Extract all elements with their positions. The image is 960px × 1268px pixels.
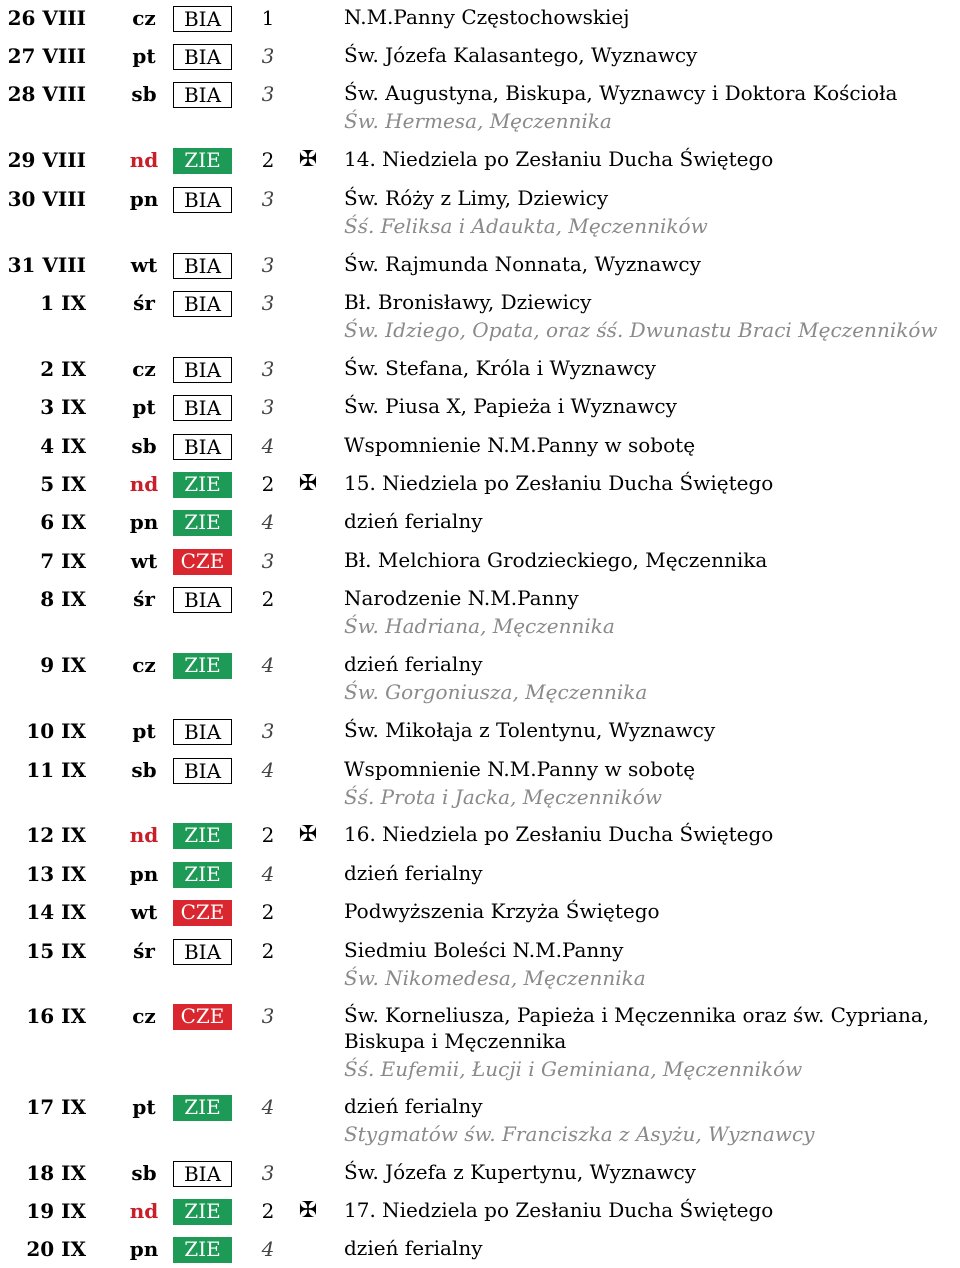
weekday-label: sb: [131, 82, 157, 106]
liturgical-color-badge: ZIE: [173, 823, 232, 849]
feast-title: dzień ferialny: [344, 652, 483, 676]
weekday-label: pn: [129, 862, 159, 886]
weekday-label: sb: [131, 758, 157, 782]
date-label: 19 IX: [26, 1199, 86, 1223]
feast-title: 17. Niedziela po Zesłaniu Ducha Świętego: [344, 1198, 774, 1222]
liturgical-color-badge: CZE: [173, 549, 232, 575]
calendar-row: [0, 651, 960, 717]
date-label: 4 IX: [40, 434, 86, 458]
feast-title: Św. Korneliusza, Papieża i Męczennika oraz św. Cypriana, Biskupa i Męczennika: [344, 1003, 930, 1053]
calendar-row: [0, 146, 960, 184]
liturgical-color-badge: BIA: [173, 44, 232, 70]
commemoration-text: Stygmatów św. Franciszka z Asyżu, Wyznawcy: [344, 1122, 815, 1146]
rank-number: 2: [261, 1199, 275, 1223]
weekday-label: sb: [131, 1161, 157, 1185]
liturgical-color-badge: BIA: [173, 758, 232, 784]
date-label: 12 IX: [26, 823, 86, 847]
liturgical-color-badge: ZIE: [173, 653, 232, 679]
rank-number: 4: [261, 434, 275, 458]
rank-number: 3: [261, 395, 275, 419]
calendar-row: [0, 1159, 960, 1197]
liturgical-color-badge: CZE: [173, 1004, 232, 1030]
date-label: 8 IX: [40, 587, 86, 611]
liturgical-color-badge: BIA: [173, 82, 232, 108]
date-label: 30 VIII: [7, 187, 86, 211]
date-label: 11 IX: [26, 758, 86, 782]
rank-number: 3: [261, 44, 275, 68]
rank-number: 2: [261, 148, 275, 172]
feast-title: Wspomnienie N.M.Panny w sobotę: [344, 757, 696, 781]
commemoration-text: Św. Nikomedesa, Męczennika: [344, 966, 646, 990]
date-label: 17 IX: [26, 1095, 86, 1119]
weekday-label: pt: [132, 44, 156, 68]
feast-title: Św. Stefana, Króla i Wyznawcy: [344, 356, 656, 380]
rank-number: 3: [261, 291, 275, 315]
calendar-row: [0, 1197, 960, 1235]
feast-title: Wspomnienie N.M.Panny w sobotę: [344, 433, 696, 457]
date-label: 28 VIII: [7, 82, 86, 106]
calendar-row: [0, 1235, 960, 1267]
calendar-row: [0, 547, 960, 585]
liturgical-color-badge: ZIE: [173, 510, 232, 536]
calendar-row: [0, 80, 960, 146]
liturgical-color-badge: BIA: [173, 587, 232, 613]
liturgical-color-badge: BIA: [173, 291, 232, 317]
feast-title: dzień ferialny: [344, 509, 483, 533]
calendar-row: [0, 898, 960, 936]
commemoration-text: Śś. Eufemii, Łucji i Geminiana, Męczenników: [344, 1057, 803, 1081]
calendar-row: [0, 355, 960, 393]
calendar-row: [0, 4, 960, 42]
date-label: 27 VIII: [7, 44, 86, 68]
date-label: 14 IX: [26, 900, 86, 924]
weekday-label: pt: [132, 395, 156, 419]
weekday-label: cz: [132, 653, 156, 677]
calendar-row: [0, 937, 960, 1003]
weekday-label: cz: [132, 1004, 156, 1028]
feast-title: 16. Niedziela po Zesłaniu Ducha Świętego: [344, 822, 774, 846]
liturgical-color-badge: BIA: [173, 187, 232, 213]
rank-number: 2: [261, 587, 275, 611]
calendar-row: [0, 508, 960, 546]
cross-icon: ✠: [298, 1198, 318, 1223]
liturgical-color-badge: ZIE: [173, 148, 232, 174]
liturgical-color-badge: BIA: [173, 6, 232, 32]
date-label: 20 IX: [26, 1237, 86, 1261]
rank-number: 3: [261, 719, 275, 743]
rank-number: 3: [261, 1004, 275, 1028]
date-label: 3 IX: [40, 395, 86, 419]
rank-number: 3: [261, 253, 275, 277]
feast-title: 14. Niedziela po Zesłaniu Ducha Świętego: [344, 147, 774, 171]
rank-number: 4: [261, 1095, 275, 1119]
liturgical-color-badge: BIA: [173, 357, 232, 383]
calendar-row: [0, 470, 960, 508]
weekday-label: nd: [129, 1199, 159, 1223]
liturgical-color-badge: BIA: [173, 719, 232, 745]
rank-number: 3: [261, 187, 275, 211]
date-label: 13 IX: [26, 862, 86, 886]
liturgical-color-badge: ZIE: [173, 1237, 232, 1263]
weekday-label: pn: [129, 1237, 159, 1261]
feast-title: Podwyższenia Krzyża Świętego: [344, 899, 660, 923]
calendar-row: [0, 1093, 960, 1159]
rank-number: 4: [261, 653, 275, 677]
feast-title: Św. Augustyna, Biskupa, Wyznawcy i Doktora Kościoła: [344, 81, 898, 105]
date-label: 15 IX: [26, 939, 86, 963]
liturgical-color-badge: CZE: [173, 900, 232, 926]
weekday-label: nd: [129, 823, 159, 847]
calendar-row: [0, 717, 960, 755]
rank-number: 4: [261, 510, 275, 534]
liturgical-color-badge: ZIE: [173, 1095, 232, 1121]
feast-title: 15. Niedziela po Zesłaniu Ducha Świętego: [344, 471, 774, 495]
rank-number: 3: [261, 549, 275, 573]
liturgical-color-badge: ZIE: [173, 862, 232, 888]
rank-number: 2: [261, 939, 275, 963]
date-label: 26 VIII: [7, 6, 86, 30]
weekday-label: nd: [129, 148, 159, 172]
commemoration-text: Śś. Prota i Jacka, Męczenników: [344, 785, 663, 809]
calendar-row: [0, 251, 960, 289]
liturgical-color-badge: BIA: [173, 434, 232, 460]
calendar-row: [0, 289, 960, 355]
date-label: 16 IX: [26, 1004, 86, 1028]
weekday-label: wt: [130, 549, 158, 573]
weekday-label: pt: [132, 1095, 156, 1119]
rank-number: 3: [261, 1161, 275, 1185]
date-label: 18 IX: [26, 1161, 86, 1185]
feast-title: Narodzenie N.M.Panny: [344, 586, 579, 610]
date-label: 7 IX: [40, 549, 86, 573]
calendar-row: [0, 756, 960, 822]
liturgical-color-badge: BIA: [173, 253, 232, 279]
cross-icon: ✠: [298, 822, 318, 847]
weekday-label: sb: [131, 434, 157, 458]
date-label: 5 IX: [40, 472, 86, 496]
feast-title: Siedmiu Boleści N.M.Panny: [344, 938, 624, 962]
commemoration-text: Św. Hadriana, Męczennika: [344, 614, 615, 638]
calendar-row: [0, 42, 960, 80]
feast-title: N.M.Panny Częstochowskiej: [344, 5, 630, 29]
feast-title: Św. Piusa X, Papieża i Wyznawcy: [344, 394, 677, 418]
date-label: 9 IX: [40, 653, 86, 677]
weekday-label: cz: [132, 6, 156, 30]
weekday-label: pn: [129, 510, 159, 534]
feast-title: Św. Józefa z Kupertynu, Wyznawcy: [344, 1160, 696, 1184]
rank-number: 1: [261, 6, 275, 30]
rank-number: 2: [261, 472, 275, 496]
commemoration-text: Św. Hermesa, Męczennika: [344, 109, 612, 133]
date-label: 29 VIII: [7, 148, 86, 172]
liturgical-color-badge: BIA: [173, 939, 232, 965]
liturgical-color-badge: BIA: [173, 1161, 232, 1187]
feast-title: dzień ferialny: [344, 1094, 483, 1118]
feast-title: Bł. Bronisławy, Dziewicy: [344, 290, 592, 314]
weekday-label: śr: [133, 291, 155, 315]
feast-title: dzień ferialny: [344, 1236, 483, 1260]
feast-title: Św. Róży z Limy, Dziewicy: [344, 186, 609, 210]
rank-number: 2: [261, 900, 275, 924]
date-label: 10 IX: [26, 719, 86, 743]
rank-number: 4: [261, 1237, 275, 1261]
rank-number: 4: [261, 862, 275, 886]
cross-icon: ✠: [298, 471, 318, 496]
feast-title: dzień ferialny: [344, 861, 483, 885]
weekday-label: śr: [133, 939, 155, 963]
liturgical-color-badge: ZIE: [173, 472, 232, 498]
rank-number: 3: [261, 357, 275, 381]
date-label: 1 IX: [40, 291, 86, 315]
calendar-row: [0, 393, 960, 431]
feast-title: Św. Rajmunda Nonnata, Wyznawcy: [344, 252, 701, 276]
commemoration-text: Św. Gorgoniusza, Męczennika: [344, 680, 648, 704]
liturgical-color-badge: ZIE: [173, 1199, 232, 1225]
weekday-label: śr: [133, 587, 155, 611]
feast-title: Bł. Melchiora Grodzieckiego, Męczennika: [344, 548, 768, 572]
date-label: 31 VIII: [7, 253, 86, 277]
weekday-label: wt: [130, 253, 158, 277]
calendar-row: [0, 821, 960, 859]
date-label: 6 IX: [40, 510, 86, 534]
commemoration-text: Św. Idziego, Opata, oraz śś. Dwunastu Braci Męczenników: [344, 318, 938, 342]
rank-number: 2: [261, 823, 275, 847]
rank-number: 3: [261, 82, 275, 106]
liturgical-color-badge: BIA: [173, 395, 232, 421]
weekday-label: pn: [129, 187, 159, 211]
calendar-row: [0, 860, 960, 898]
calendar-row: [0, 185, 960, 251]
weekday-label: cz: [132, 357, 156, 381]
weekday-label: pt: [132, 719, 156, 743]
cross-icon: ✠: [298, 147, 318, 172]
calendar-row: [0, 432, 960, 470]
calendar-row: [0, 1002, 960, 1093]
weekday-label: wt: [130, 900, 158, 924]
date-label: 2 IX: [40, 357, 86, 381]
rank-number: 4: [261, 758, 275, 782]
feast-title: Św. Józefa Kalasantego, Wyznawcy: [344, 43, 698, 67]
calendar-row: [0, 585, 960, 651]
feast-title: Św. Mikołaja z Tolentynu, Wyznawcy: [344, 718, 716, 742]
commemoration-text: Śś. Feliksa i Adaukta, Męczenników: [344, 214, 708, 238]
weekday-label: nd: [129, 472, 159, 496]
